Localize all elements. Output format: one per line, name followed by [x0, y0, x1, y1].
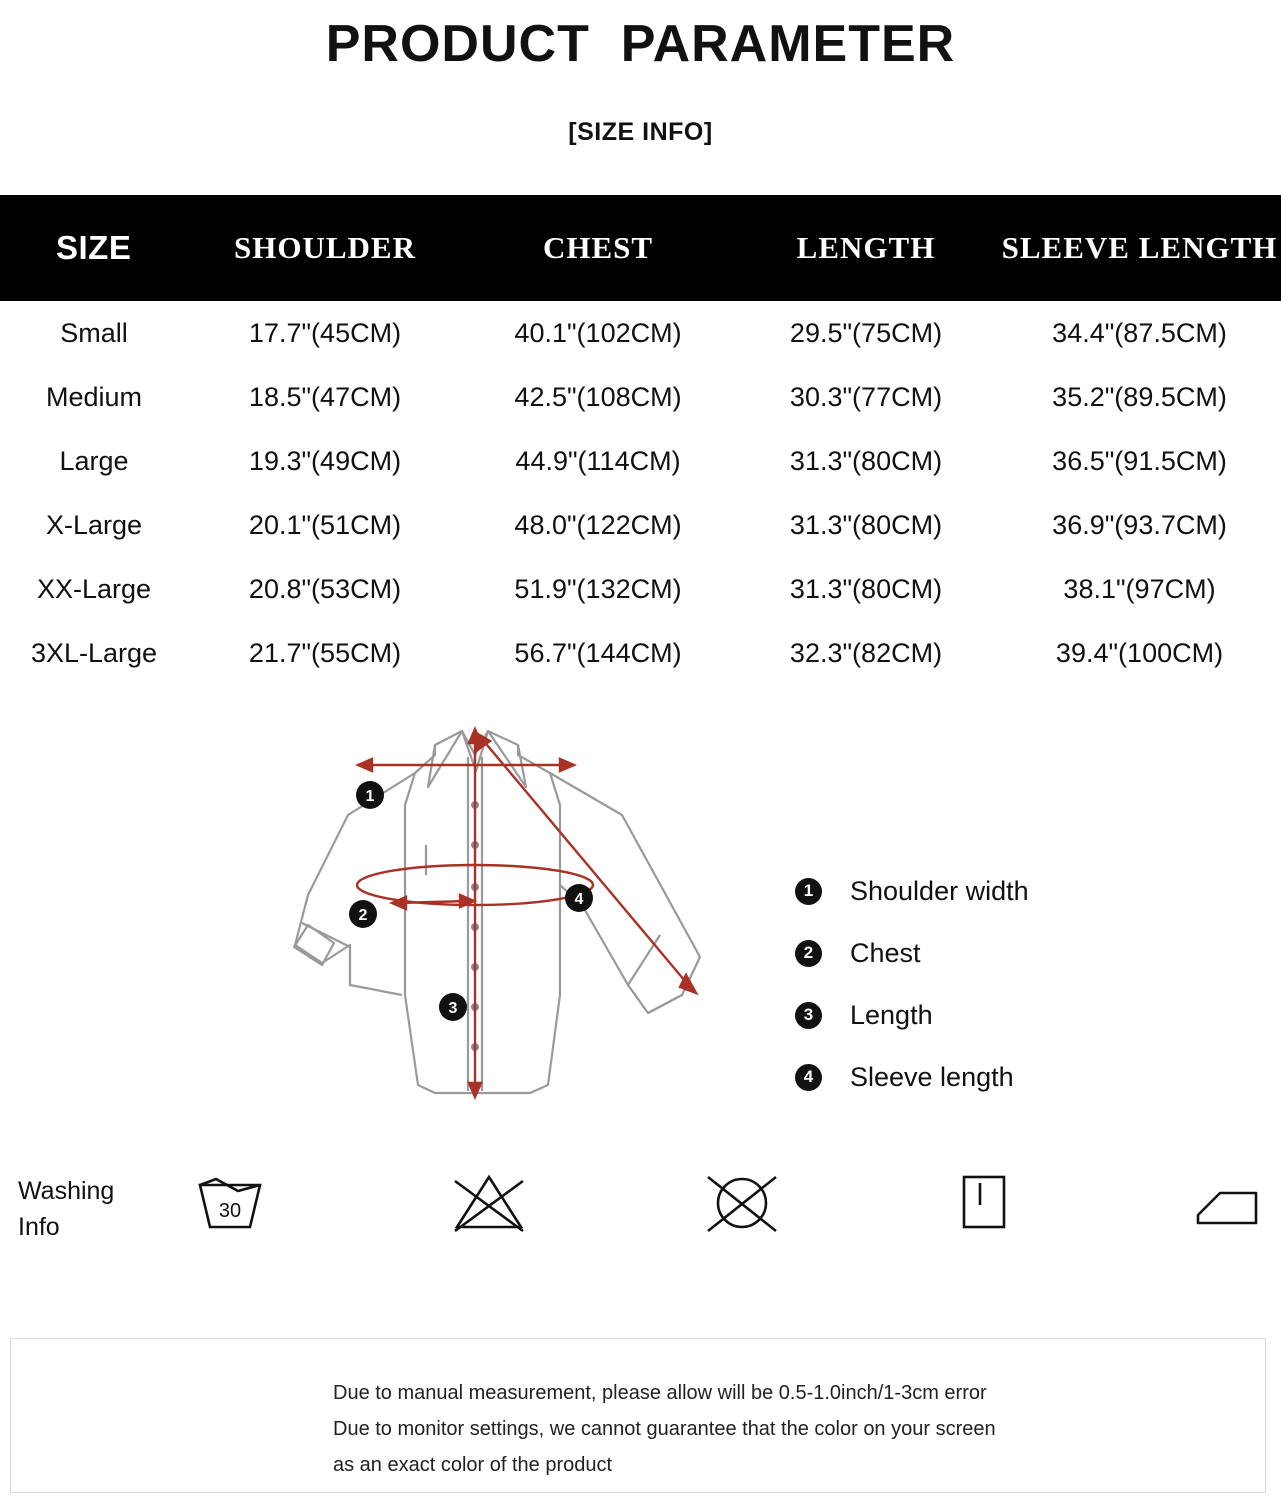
cell-chest: 40.1"(102CM) [514, 317, 682, 348]
column-header-chest: CHEST [462, 195, 734, 301]
size-info-subtitle: [SIZE INFO] [568, 118, 713, 146]
cell-sleeve: 35.2"(89.5CM) [1052, 381, 1227, 412]
do-not-bleach-icon [447, 1165, 531, 1241]
legend-item-chest [795, 922, 1029, 984]
wash-temp-text: 30 [218, 1200, 242, 1222]
cell-size: Large [59, 445, 129, 476]
cell-shoulder: 21.7"(55CM) [248, 637, 402, 668]
wash-30-icon [190, 1165, 270, 1241]
table-row [0, 557, 1281, 621]
legend-item-shoulder-width [795, 860, 1029, 922]
disclaimer-line-1: Due to manual measurement, please allow will be 0.5-1.0inch/1-3cm error [333, 1382, 987, 1404]
measurement-diagram [0, 695, 1281, 1135]
table-header-row [0, 195, 1281, 301]
legend-bullet-1-icon: 1 [795, 878, 822, 905]
cell-sleeve: 36.9"(93.7CM) [1052, 509, 1227, 540]
shirt-illustration [230, 695, 750, 1115]
size-table-body [0, 301, 1281, 685]
cell-shoulder: 19.3"(49CM) [248, 445, 402, 476]
cell-size: X-Large [45, 509, 143, 540]
cell-length: 31.3"(80CM) [789, 573, 943, 604]
cell-length: 31.3"(80CM) [789, 509, 943, 540]
legend-label-sleeve-length: Sleeve length [850, 1061, 1014, 1092]
legend-item-length [795, 984, 1029, 1046]
cell-sleeve: 34.4"(87.5CM) [1052, 317, 1227, 348]
legend-bullet-2-icon: 2 [795, 940, 822, 967]
column-header-size: SIZE [0, 195, 188, 301]
cell-shoulder: 18.5"(47CM) [248, 381, 402, 412]
svg-text:4: 4 [574, 891, 584, 908]
svg-text:3: 3 [448, 1000, 458, 1017]
iron-low-icon [1190, 1165, 1266, 1241]
do-not-tumble-dry-icon [700, 1165, 784, 1241]
cell-shoulder: 17.7"(45CM) [248, 317, 402, 348]
cell-sleeve: 36.5"(91.5CM) [1052, 445, 1227, 476]
page-title: PRODUCT PARAMETER [325, 15, 956, 73]
table-row [0, 621, 1281, 685]
table-row [0, 429, 1281, 493]
svg-text:1: 1 [365, 788, 375, 805]
legend-bullet-4-icon: 4 [795, 1064, 822, 1091]
column-header-shoulder: SHOULDER [188, 195, 462, 301]
cell-shoulder: 20.1"(51CM) [248, 509, 402, 540]
cell-chest: 48.0"(122CM) [514, 509, 682, 540]
cell-chest: 56.7"(144CM) [514, 637, 682, 668]
cell-length: 32.3"(82CM) [789, 637, 943, 668]
cell-size: 3XL-Large [30, 637, 158, 668]
legend-label-shoulder-width: Shoulder width [850, 875, 1029, 906]
cell-sleeve: 39.4"(100CM) [1055, 637, 1224, 668]
cell-size: Medium [45, 381, 143, 412]
measurement-legend [795, 860, 1029, 1108]
table-row [0, 301, 1281, 365]
size-table-container [0, 195, 1281, 685]
legend-item-sleeve-length [795, 1046, 1029, 1108]
cell-length: 30.3"(77CM) [789, 381, 943, 412]
washing-info-label: Washing Info [18, 1177, 115, 1241]
disclaimer-line-3: as an exact color of the product [333, 1454, 613, 1476]
legend-label-chest: Chest [850, 937, 921, 968]
cell-chest: 42.5"(108CM) [514, 381, 682, 412]
table-row [0, 493, 1281, 557]
legend-bullet-3-icon: 3 [795, 1002, 822, 1029]
svg-text:2: 2 [358, 907, 368, 924]
size-table [0, 195, 1281, 685]
table-row [0, 365, 1281, 429]
column-header-sleeve-length: SLEEVE LENGTH [998, 195, 1281, 301]
disclaimer-box [10, 1338, 1266, 1493]
column-header-length: LENGTH [734, 195, 998, 301]
cell-length: 29.5"(75CM) [789, 317, 943, 348]
cell-length: 31.3"(80CM) [789, 445, 943, 476]
legend-label-length: Length [850, 999, 933, 1030]
cell-size: Small [60, 317, 128, 348]
disclaimer-line-2: Due to monitor settings, we cannot guarantee that the color on your screen [333, 1418, 996, 1440]
cell-chest: 51.9"(132CM) [514, 573, 682, 604]
cell-chest: 44.9"(114CM) [515, 445, 681, 476]
washing-info-section [0, 1143, 1281, 1293]
cell-shoulder: 20.8"(53CM) [248, 573, 402, 604]
drip-dry-icon [952, 1165, 1012, 1241]
cell-size: XX-Large [36, 573, 152, 604]
cell-sleeve: 38.1"(97CM) [1063, 573, 1216, 604]
size-table-header [0, 195, 1281, 301]
